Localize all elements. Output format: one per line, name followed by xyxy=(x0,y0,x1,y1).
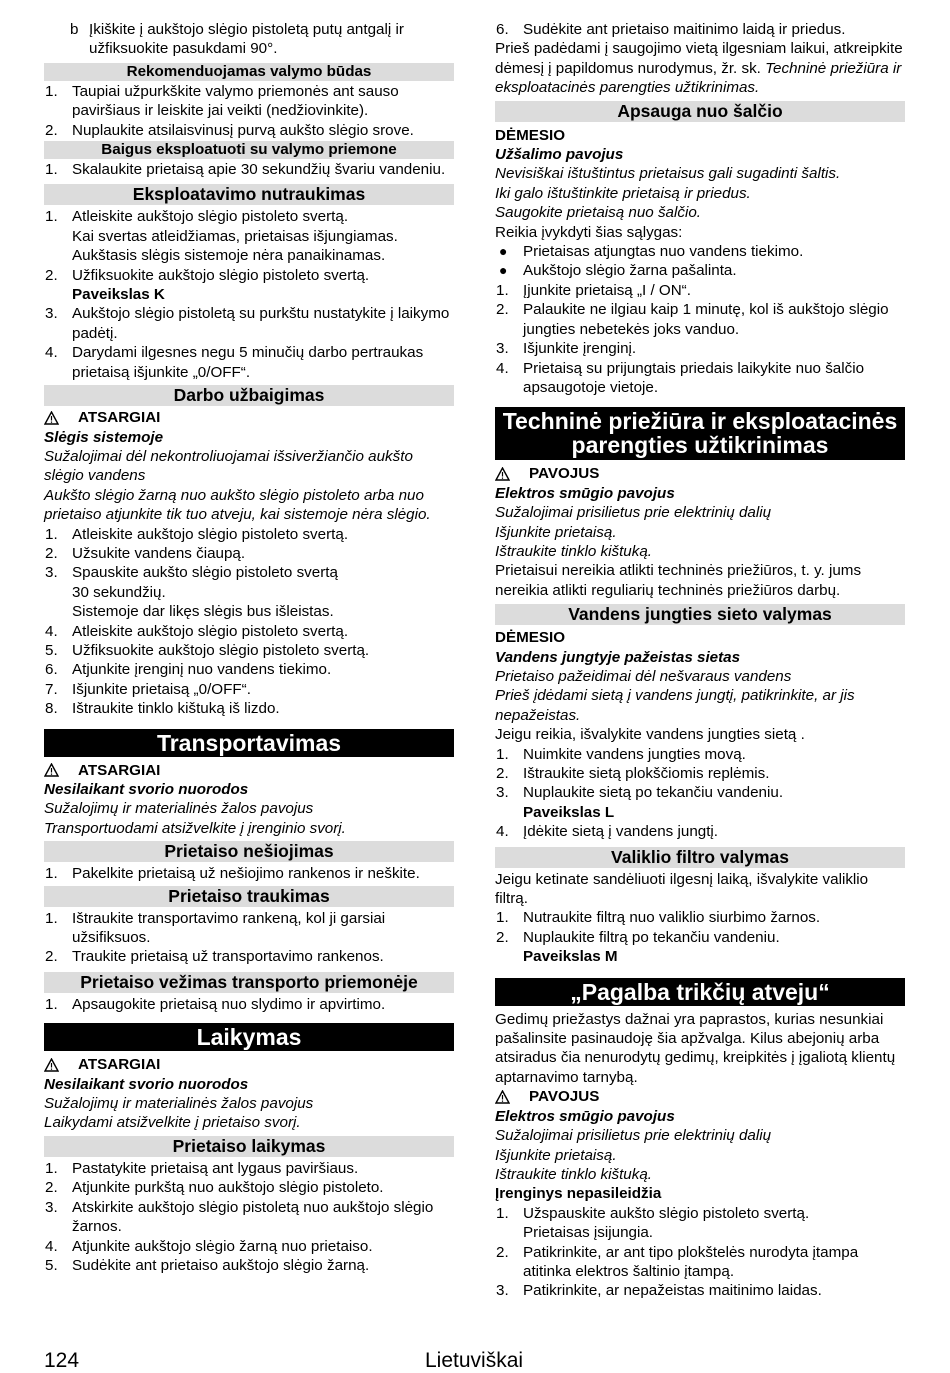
list-item xyxy=(44,864,454,883)
warning-text: ATSARGIAI xyxy=(78,761,161,779)
list-number: 3. xyxy=(496,340,509,358)
list-item xyxy=(495,822,905,841)
list-number: 2. xyxy=(45,948,58,966)
warning-label xyxy=(44,761,454,780)
paragraph xyxy=(495,39,905,97)
list-text: Ištraukite transportavimo rankeną, kol ji garsiai užsifiksuos. xyxy=(72,909,386,947)
bullet-dot: ● xyxy=(499,262,508,279)
list-number: 4. xyxy=(45,344,58,362)
warning-triangle-icon xyxy=(44,763,59,777)
list-text: Atleiskite aukštojo slėgio pistoleto svertą. xyxy=(72,208,349,226)
list-item xyxy=(44,121,454,140)
figure-reference: Paveikslas M xyxy=(523,948,618,966)
subheading: Įrenginys nepasileidžia xyxy=(495,1185,662,1203)
list-number: 7. xyxy=(45,680,58,698)
list-number: 1. xyxy=(496,909,509,927)
warning-text: ATSARGIAI xyxy=(78,1056,161,1074)
list-number: 1. xyxy=(45,995,58,1013)
list-text: Sudėkite ant prietaiso maitinimo laidą ir priedus. xyxy=(523,21,846,38)
list-number: 2. xyxy=(496,928,509,946)
figure-reference: Paveikslas K xyxy=(72,286,165,304)
list-text: Įjunkite prietaisą „I / ON“. xyxy=(523,281,691,299)
section-heading: Prietaiso traukimas xyxy=(44,886,454,907)
page-language: Lietuviškai xyxy=(425,1349,524,1372)
list-text: Palaukite ne ilgiau kaip 1 minutę, kol iš aukštojo slėgio jungties nebetekės joks vanduo. xyxy=(523,301,889,338)
figure-reference: Paveikslas L xyxy=(523,803,615,821)
list-item xyxy=(44,1178,454,1197)
list-text: Užsukite vandens čiaupą. xyxy=(72,544,246,562)
list-item xyxy=(495,764,905,783)
list-item xyxy=(495,1243,905,1282)
list-item xyxy=(44,343,454,382)
list-text: Atleiskite aukštojo slėgio pistoleto svertą. xyxy=(72,525,349,543)
list-item xyxy=(44,20,454,59)
list-text: Atjunkite purkštą nuo aukštojo slėgio pistoleto. xyxy=(72,1179,384,1197)
warning-text: Transportuodami atsižvelkite į įrenginio svorį. xyxy=(44,819,346,837)
notice-text: Nevisiškai ištuštintus prietaisus gali sugadinti šaltis. xyxy=(495,165,841,183)
list-number: 6. xyxy=(45,661,58,679)
list-item xyxy=(44,680,454,699)
cross-reference: Techninė priežiūra ir eksploatacinės parengties užtikrinimas. xyxy=(495,59,902,97)
list-text: Atleiskite aukštojo slėgio pistoleto svertą. xyxy=(72,622,349,640)
list-number: 1. xyxy=(45,82,58,100)
list-text: Ištraukite tinklo kištuką iš lizdo. xyxy=(72,700,280,718)
warning-triangle-icon xyxy=(495,467,510,481)
list-number: 1. xyxy=(45,161,58,179)
list-text: Užfiksuokite aukštojo slėgio pistoleto svertą. xyxy=(72,641,370,659)
list-text: Prietaisas atjungtas nuo vandens tiekimo. xyxy=(523,243,804,261)
list-text: Skalaukite prietaisą apie 30 sekundžių švariu vandeniu. xyxy=(72,161,446,179)
warning-subtitle: Nesilaikant svorio nuorodos xyxy=(44,1075,249,1093)
list-number: 3. xyxy=(496,784,509,802)
notice-text: Iki galo ištuštinkite prietaisą ir priedus. xyxy=(495,184,751,202)
section-heading: Darbo užbaigimas xyxy=(44,385,454,406)
list-number: 1. xyxy=(45,208,58,226)
list-item xyxy=(44,1256,454,1275)
list-item xyxy=(495,20,905,39)
list-number: 1. xyxy=(45,525,58,543)
list-number: 2. xyxy=(496,765,509,782)
list-text: Išjunkite įrenginį. xyxy=(523,340,637,358)
list-text: Nutraukite filtrą nuo valiklio siurbimo žarnos. xyxy=(523,909,821,927)
paragraph: Prietaisui nereikia atlikti techninės priežiūros, t. y. jums nereikia atlikti reguliarių techninės priežiūros darbų. xyxy=(495,562,862,599)
list-item xyxy=(495,745,905,764)
warning-subtitle: Nesilaikant svorio nuorodos xyxy=(44,781,249,798)
chapter-heading: Techninė priežiūra ir eksploatacinės parengties užtikrinimas xyxy=(495,407,905,460)
list-item xyxy=(495,783,905,822)
list-item xyxy=(44,995,454,1014)
list-number: 1. xyxy=(496,745,509,763)
list-number: 1. xyxy=(496,1204,509,1222)
notice-subtitle: Vandens jungtyje pažeistas sietas xyxy=(495,648,741,666)
right-column xyxy=(495,20,905,1301)
list-item xyxy=(44,207,454,265)
list-number: 2. xyxy=(45,1179,58,1197)
section-heading: Baigus eksploatuoti su valymo priemone xyxy=(44,141,454,159)
list-item xyxy=(44,525,454,544)
bullet-item xyxy=(495,242,905,261)
list-text: Užfiksuokite aukštojo slėgio pistoleto svertą. xyxy=(72,266,370,284)
section-heading: Eksploatavimo nutraukimas xyxy=(44,184,454,205)
list-item xyxy=(495,908,905,927)
list-text: Prietaisą su prijungtais priedais laikykite nuo šalčio apsaugotoje vietoje. xyxy=(523,359,865,396)
list-marker: b xyxy=(70,21,79,38)
list-number: 4. xyxy=(45,622,58,640)
warning-label xyxy=(495,464,905,483)
notice-text: Saugokite prietaisą nuo šalčio. xyxy=(495,204,702,222)
warning-label xyxy=(44,408,454,427)
list-number: 2. xyxy=(496,301,509,319)
list-item xyxy=(44,660,454,679)
chapter-heading: Laikymas xyxy=(44,1023,454,1051)
chapter-heading: Transportavimas xyxy=(44,729,454,757)
section-heading: Apsauga nuo šalčio xyxy=(495,101,905,122)
list-item xyxy=(44,699,454,718)
section-heading: Prietaiso vežimas transporto priemonėje xyxy=(44,972,454,993)
warning-triangle-icon xyxy=(495,1090,510,1104)
list-item xyxy=(44,82,454,121)
list-item xyxy=(495,359,905,398)
list-text: Nuplaukite sietą po tekančiu vandeniu. xyxy=(523,784,784,802)
list-number: 3. xyxy=(496,1282,509,1300)
section-heading: Valiklio filtro valymas xyxy=(495,847,905,868)
list-text: Nuplaukite filtrą po tekančiu vandeniu. xyxy=(523,928,780,946)
list-number: 1. xyxy=(45,865,58,883)
warning-subtitle: Slėgis sistemoje xyxy=(44,428,164,446)
warning-text: Sužalojimai prisilietus prie elektrinių dalių xyxy=(495,1127,772,1145)
list-text: Nuimkite vandens jungties movą. xyxy=(523,745,746,763)
list-text: Kai svertas atleidžiamas, prietaisas išjungiamas. xyxy=(72,227,398,245)
list-number: 3. xyxy=(45,305,58,323)
list-text: Patikrinkite, ar ant tipo plokštelės nurodyta įtampa atitinka elektros šaltinio įtampą. xyxy=(523,1243,859,1280)
list-number: 5. xyxy=(45,641,58,659)
notice-label: DĖMESIO xyxy=(495,629,566,647)
list-text: Užspauskite aukšto slėgio pistoleto svertą. xyxy=(523,1204,810,1222)
paragraph: Reikia įvykdyti šias sąlygas: xyxy=(495,223,683,241)
list-item xyxy=(44,641,454,660)
list-number: 1. xyxy=(45,1159,58,1177)
list-number: 4. xyxy=(45,1237,58,1255)
bullet-dot: ● xyxy=(499,243,508,260)
list-text: Atjunkite aukštojo slėgio žarną nuo prietaiso. xyxy=(72,1237,373,1255)
bullet-item xyxy=(495,261,905,280)
list-text: Sistemoje dar likęs slėgis bus išleistas. xyxy=(72,603,334,621)
list-number: 3. xyxy=(45,1198,58,1216)
list-text: Sudėkite ant prietaiso aukštojo slėgio žarną. xyxy=(72,1256,370,1274)
list-number: 1. xyxy=(496,281,509,299)
list-text: Atskirkite aukštojo slėgio pistoletą nuo aukštojo slėgio žarnos. xyxy=(72,1198,434,1236)
paragraph: Jeigu ketinate sandėliuoti ilgesnį laiką, išvalykite valiklio filtrą. xyxy=(495,870,869,908)
warning-subtitle: Elektros smūgio pavojus xyxy=(495,1107,675,1125)
notice-text: Prietaiso pažeidimai dėl nešvaraus vandens xyxy=(495,667,792,685)
list-text: Darydami ilgesnes negu 5 minučių darbo pertraukas prietaisą išjunkite „0/OFF“. xyxy=(72,344,424,381)
list-text: Traukite prietaisą už transportavimo rankenos. xyxy=(72,948,384,966)
list-text: Taupiai užpurkškite valymo priemonės ant sauso paviršiaus ir leiskite jai veikti (nedžiovinkite). xyxy=(72,82,399,120)
warning-text: Sužalojimai prisilietus prie elektrinių dalių xyxy=(495,504,772,522)
list-text: Nuplaukite atsilaisvinusį purvą aukšto slėgio srove. xyxy=(72,121,414,139)
list-number: 6. xyxy=(496,21,509,38)
page-number: 124 xyxy=(44,1349,80,1372)
warning-label xyxy=(44,1055,454,1074)
list-number: 1. xyxy=(45,909,58,927)
list-text: Įdėkite sietą į vandens jungtį. xyxy=(523,823,719,841)
list-item xyxy=(44,909,454,948)
warning-text: Išjunkite prietaisą. xyxy=(495,523,617,541)
list-item xyxy=(495,1204,905,1243)
list-item xyxy=(495,300,905,339)
warning-subtitle: Elektros smūgio pavojus xyxy=(495,484,675,502)
list-item xyxy=(495,928,905,967)
list-number: 2. xyxy=(45,266,58,284)
list-number: 2. xyxy=(45,544,58,562)
list-text: 30 sekundžių. xyxy=(72,583,166,601)
section-heading: Vandens jungties sieto valymas xyxy=(495,604,905,625)
list-text: Aukštojo slėgio žarna pašalinta. xyxy=(523,262,737,280)
warning-triangle-icon xyxy=(44,1058,59,1072)
list-item xyxy=(495,339,905,358)
warning-text: Išjunkite prietaisą. xyxy=(495,1146,617,1164)
list-text: Apsaugokite prietaisą nuo slydimo ir apvirtimo. xyxy=(72,995,386,1013)
warning-text: Aukšto slėgio žarną nuo aukšto slėgio pistoleto arba nuo prietaiso atjunkite tik tuo atveju, kai sistemoje nėra slėgio. xyxy=(44,486,431,524)
warning-text: PAVOJUS xyxy=(529,465,600,483)
warning-text: ATSARGIAI xyxy=(78,409,161,427)
warning-text: Ištraukite tinklo kištuką. xyxy=(495,1165,652,1183)
list-text: Atjunkite įrenginį nuo vandens tiekimo. xyxy=(72,661,332,679)
list-text: Pakelkite prietaisą už nešiojimo rankenos ir neškite. xyxy=(72,865,420,883)
list-item xyxy=(495,281,905,300)
list-item xyxy=(44,1159,454,1178)
chapter-heading: „Pagalba trikčių atveju“ xyxy=(495,978,905,1006)
list-text: Ištraukite sietą plokščiomis replėmis. xyxy=(523,765,770,782)
notice-text: Prieš įdėdami sietą į vandens jungtį, patikrinkite, ar jis nepažeistas. xyxy=(495,687,855,724)
paragraph: Gedimų priežastys dažnai yra paprastos, kurias nesunkiai pašalinsite pasinaudoję šia apžvalga. Kilus abejonių arba atsiradus čia nenurodytų gedimų, kreipkitės į įgaliotą klientų aptarnavimo tarnybą. xyxy=(495,1010,896,1086)
warning-text: Ištraukite tinklo kištuką. xyxy=(495,542,652,560)
list-item xyxy=(44,947,454,966)
notice-subtitle: Užšalimo pavojus xyxy=(495,146,624,164)
list-item xyxy=(44,544,454,563)
section-heading: Prietaiso nešiojimas xyxy=(44,841,454,862)
notice-label: DĖMESIO xyxy=(495,126,566,144)
list-text: Patikrinkite, ar nepažeistas maitinimo laidas. xyxy=(523,1282,822,1300)
left-column xyxy=(44,20,454,1275)
list-number: 5. xyxy=(45,1256,58,1274)
list-text: Prietaisas įsijungia. xyxy=(523,1224,653,1242)
warning-triangle-icon xyxy=(44,411,59,425)
list-item xyxy=(44,304,454,343)
warning-text: Sužalojimų ir materialinės žalos pavojus xyxy=(44,1095,314,1113)
section-heading: Prietaiso laikymas xyxy=(44,1136,454,1157)
warning-text: Sužalojimų ir materialinės žalos pavojus xyxy=(44,800,314,818)
list-item xyxy=(44,266,454,305)
list-text: Spauskite aukšto slėgio pistoleto svertą xyxy=(72,564,338,582)
list-number: 2. xyxy=(496,1243,509,1261)
list-number: 2. xyxy=(45,121,58,139)
list-text: Aukštojo slėgio pistoletą su purkštu nustatykite į laikymo padėtį. xyxy=(72,305,450,342)
warning-label xyxy=(495,1087,905,1106)
paragraph: Jeigu reikia, išvalykite vandens jungties sietą . xyxy=(495,726,805,744)
list-item xyxy=(495,1281,905,1300)
warning-text: Laikydami atsižvelkite į prietaiso svorį. xyxy=(44,1114,301,1132)
warning-text: PAVOJUS xyxy=(529,1088,600,1106)
list-number: 4. xyxy=(496,359,509,377)
list-text: Aukštasis slėgis sistemoje nėra panaikinamas. xyxy=(72,247,386,265)
list-number: 4. xyxy=(496,823,509,841)
section-heading: Rekomenduojamas valymo būdas xyxy=(44,63,454,81)
list-number: 3. xyxy=(45,564,58,582)
list-text: Įkiškite į aukštojo slėgio pistoletą putų antgalį ir užfiksuokite pasukdami 90°. xyxy=(89,21,404,58)
list-item xyxy=(44,1198,454,1237)
list-text: Pastatykite prietaisą ant lygaus paviršiaus. xyxy=(72,1159,359,1177)
list-item xyxy=(44,563,454,621)
paragraph-text: Prieš padėdami į saugojimo vietą ilgesniam laikui, atkreipkite dėmesį į papildomus nurodymus, žr. sk. xyxy=(495,40,903,77)
list-item xyxy=(44,1237,454,1256)
list-item xyxy=(44,622,454,641)
list-number: 8. xyxy=(45,700,58,718)
warning-text: Sužalojimai dėl nekontroliuojamai išsiveržiančio aukšto slėgio vandens xyxy=(44,447,413,485)
list-item xyxy=(44,160,454,179)
list-text: Išjunkite prietaisą „0/OFF“. xyxy=(72,680,251,698)
